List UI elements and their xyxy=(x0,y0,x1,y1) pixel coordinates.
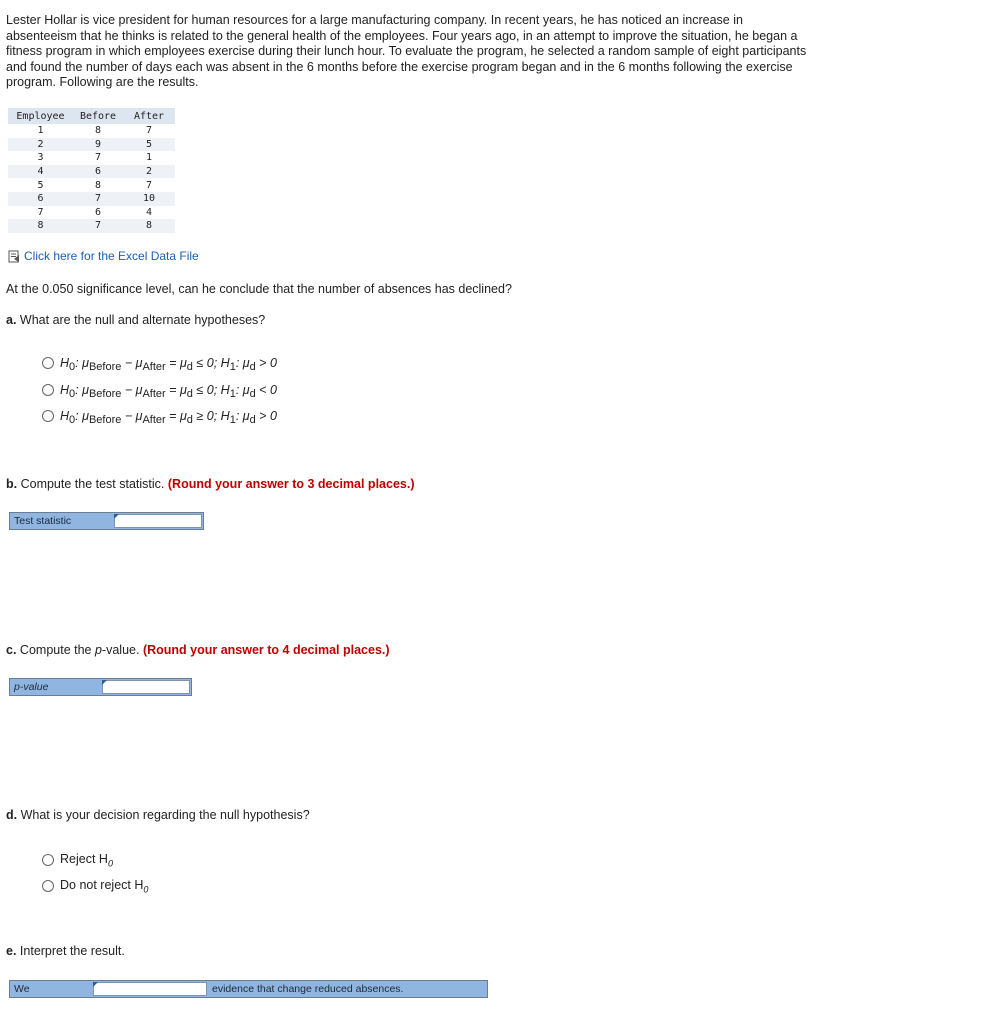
p-value-input[interactable] xyxy=(102,680,190,694)
relation-symbol: ≥ xyxy=(196,409,204,423)
subscript-zero: 0 xyxy=(143,884,149,895)
table-cell: 6 xyxy=(73,165,123,179)
part-c-text-italic: p xyxy=(94,643,102,657)
table-cell: 1 xyxy=(145,152,153,164)
table-cell: 3 xyxy=(37,152,44,164)
test-statistic-answer xyxy=(9,512,204,530)
subscript-zero: 0 xyxy=(107,858,113,869)
table-cell: 7 xyxy=(73,219,123,233)
hypothesis-text: H0: μBefore − μAfter = μd ≤ 0; H1: μd > 0 xyxy=(60,356,277,373)
main-question: At the 0.050 significance level, can he conclude that the number of absences has declined? xyxy=(6,282,512,296)
table-cell: 1 xyxy=(37,125,44,137)
table-row xyxy=(8,206,175,220)
table-cell: 8 xyxy=(8,219,73,233)
excel-data-link[interactable]: Click here for the Excel Data File xyxy=(24,249,199,263)
table-cell: 7 xyxy=(145,125,153,137)
interpretation-prefix: We xyxy=(14,983,30,995)
part-c-text-post: -value. xyxy=(101,643,140,657)
test-statistic-input[interactable] xyxy=(114,514,202,528)
table-cell: 8 xyxy=(94,179,102,191)
part-c-question xyxy=(6,643,390,657)
table-cell: 6 xyxy=(8,192,73,206)
part-b-label: b. xyxy=(6,477,18,491)
radio-button[interactable] xyxy=(42,384,54,396)
decision-do-not-reject[interactable] xyxy=(42,878,148,895)
table-cell: 10 xyxy=(123,192,175,206)
mu-before-label: Before xyxy=(88,361,122,373)
column-header-after: After xyxy=(123,108,175,124)
part-d-label: d. xyxy=(6,808,18,822)
column-header-before: Before xyxy=(73,108,123,124)
part-d-question xyxy=(6,808,310,822)
table-cell: 7 xyxy=(37,206,44,218)
table-cell: 8 xyxy=(123,219,175,233)
part-c-text-pre: Compute the xyxy=(19,643,95,657)
p-value-label: p-value xyxy=(14,681,49,693)
table-row xyxy=(8,192,175,206)
part-e-text: Interpret the result. xyxy=(19,944,125,958)
radio-button[interactable] xyxy=(42,357,54,369)
table-cell: 9 xyxy=(73,138,123,152)
part-a-question xyxy=(6,313,265,327)
mu-after-label: After xyxy=(142,361,166,373)
alternate-symbol: > xyxy=(259,409,267,423)
table-row xyxy=(8,178,175,192)
table-cell: 5 xyxy=(37,179,44,191)
interpretation-suffix: evidence that change reduced absences. xyxy=(212,983,404,995)
part-a-label: a. xyxy=(6,313,17,327)
table-row xyxy=(8,138,175,152)
table-cell: 7 xyxy=(73,192,123,206)
part-c-label: c. xyxy=(6,643,17,657)
table-cell: 4 xyxy=(8,165,73,179)
radio-button[interactable] xyxy=(42,880,54,892)
column-header-employee: Employee xyxy=(8,108,73,124)
part-b-text: Compute the test statistic. xyxy=(20,477,165,491)
reject-text: Reject H xyxy=(60,852,108,866)
table-cell: 4 xyxy=(145,206,153,218)
table-header-row xyxy=(8,108,175,124)
table-cell: 2 xyxy=(8,138,73,152)
hypothesis-text: H0: μBefore − μAfter = μd ≥ 0; H1: μd > 0 xyxy=(60,409,277,426)
hypothesis-option-3[interactable] xyxy=(42,409,277,426)
reject-label xyxy=(60,852,113,869)
problem-intro: Lester Hollar is vice president for human resources for a large manufacturing company. In recent years, he has noticed an increase in absenteeism that he thinks is related to the general health of the employees. Four years ago, in an attempt to improve the situation, he began a fitness program in which employees exercise during their lunch hour. To evaluate the program, he selected a random sample of eight participants and found the number of days each was absent in the 6 months before the exercise program began and in the 6 months following the exercise program. Following are the results. xyxy=(6,13,807,89)
mu-d-label: d xyxy=(186,361,193,373)
interpretation-answer xyxy=(9,980,488,998)
radio-button[interactable] xyxy=(42,410,54,422)
table-cell: 2 xyxy=(123,165,175,179)
alternate-symbol: > xyxy=(259,356,267,370)
table-row xyxy=(8,124,175,138)
document-icon xyxy=(8,250,20,263)
hypothesis-option-2[interactable] xyxy=(42,383,277,400)
part-b-note: (Round your answer to 3 decimal places.) xyxy=(167,477,415,491)
decision-reject[interactable] xyxy=(42,852,113,869)
do-not-reject-label xyxy=(60,878,148,895)
interpretation-dropdown[interactable] xyxy=(93,982,207,996)
part-a-text: What are the null and alternate hypotheses? xyxy=(19,313,266,327)
part-c-note: (Round your answer to 4 decimal places.) xyxy=(142,643,390,657)
part-b-question xyxy=(6,477,414,491)
table-cell: 5 xyxy=(123,138,175,152)
table-cell: 6 xyxy=(94,206,102,218)
radio-button[interactable] xyxy=(42,854,54,866)
test-statistic-label: Test statistic xyxy=(14,515,72,527)
table-cell: 8 xyxy=(94,125,102,137)
part-d-text: What is your decision regarding the null hypothesis? xyxy=(20,808,310,822)
table-cell: 7 xyxy=(94,152,102,164)
part-e-question xyxy=(6,944,125,958)
excel-data-link-row xyxy=(8,249,199,263)
do-not-reject-text: Do not reject H xyxy=(60,878,144,892)
hypothesis-option-1[interactable] xyxy=(42,356,277,373)
table-row xyxy=(8,165,175,179)
table-cell: 7 xyxy=(145,179,153,191)
table-row xyxy=(8,219,175,233)
part-e-label: e. xyxy=(6,944,17,958)
absence-data-table xyxy=(8,108,175,233)
relation-symbol: ≤ xyxy=(196,383,204,397)
hypothesis-text: H0: μBefore − μAfter = μd ≤ 0; H1: μd < 0 xyxy=(60,383,277,400)
table-row xyxy=(8,151,175,165)
relation-symbol: ≤ xyxy=(196,356,204,370)
alternate-symbol: < xyxy=(259,383,267,397)
p-value-answer xyxy=(9,678,192,696)
